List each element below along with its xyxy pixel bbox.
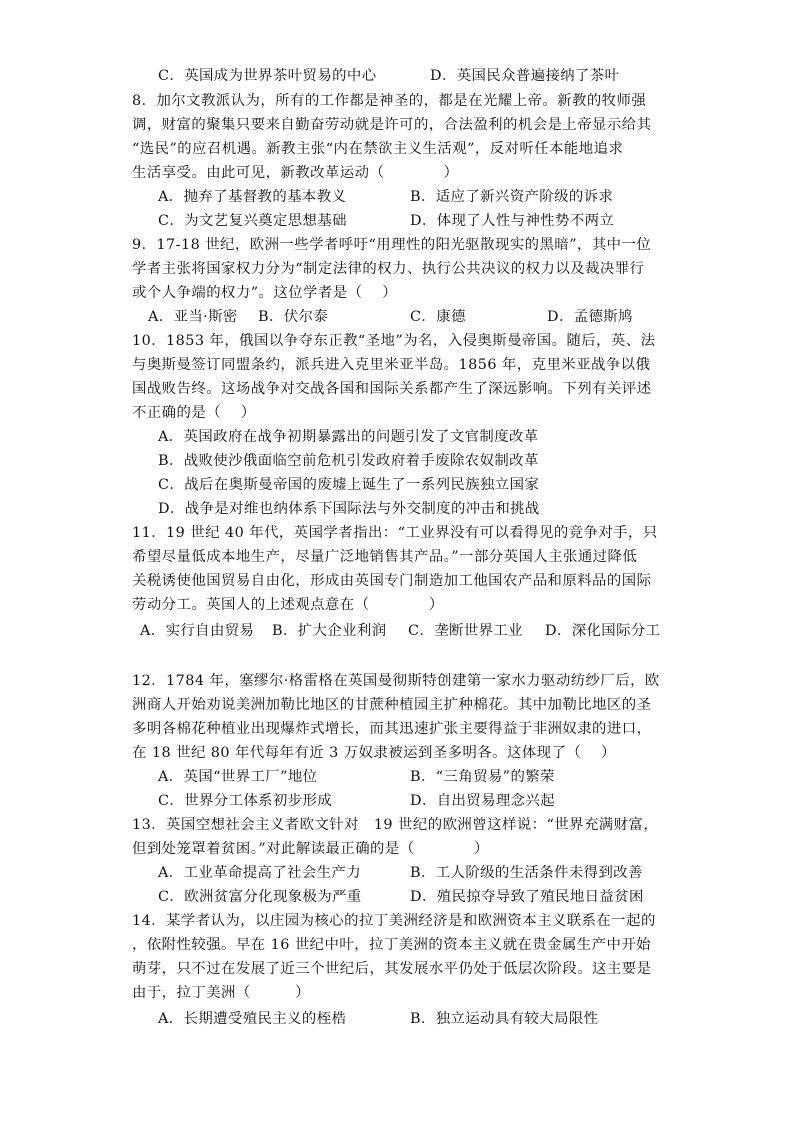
q9-stem-line: 或个人争端的权力”。这位学者是（ ） (132, 285, 398, 301)
q9-option-c: C．康德 (410, 309, 466, 325)
q8-option-a: A．抛弃了基督教的基本教义 (158, 189, 347, 205)
q10-stem-line: 10．1853 年，俄国以争夺东正教“圣地”为名，入侵奥斯曼帝国。随后，英、法 (132, 333, 656, 349)
q9-stem-line: 9．17-18 世纪，欧洲一些学者呼吁“用理性的阳光驱散现实的黑暗”，其中一位 (132, 237, 652, 253)
q9-stem-line: 学者主张将国家权力分为“制定法律的权力、执行公共决议的权力以及裁决罪行 (132, 261, 645, 277)
q11-stem-line: 11．19 世纪 40 年代，英国学者指出：“工业界没有可以看得见的竞争对手，只 (132, 525, 658, 541)
q11-stem-line: 希望尽量低成本地生产，尽量广泛地销售其产品。”一部分英国人主张通过降低 (132, 549, 638, 565)
q8-stem-line: 8．加尔文教派认为，所有的工作都是神圣的，都是在光耀上帝。新教的牧师强 (132, 93, 647, 109)
q13-option-c: C．欧洲贫富分化现象极为严重 (158, 889, 362, 905)
q14-stem-line: 由于，拉丁美洲（ ） (132, 985, 311, 1001)
q8-option-b: B．适应了新兴资产阶级的诉求 (410, 189, 614, 205)
q8-stem-line: 生活享受。由此可见，新教改革运动（ ） (132, 165, 459, 181)
q14-stem-line: ，依附性较强。早在 16 世纪中叶，拉丁美洲的资本主义就在贵金属生产中开始 (132, 937, 652, 953)
q10-stem-line: 国战败告终。这场战争对交战各国和国际关系都产生了深远影响。下列有关评述 (132, 381, 652, 397)
q11-option-a: A．实行自由贸易 (140, 623, 255, 639)
q12-option-a: A．英国“世界工厂”地位 (158, 769, 318, 785)
q13-stem-line: 13．英国空想社会主义者欧文针对 19 世纪的欧洲曾这样说：“世界充满财富， (132, 817, 659, 833)
q12-stem-line: 12．1784 年，塞缪尔·格雷格在英国曼彻斯特创建第一家水力驱动纺纱厂后，欧 (132, 673, 660, 689)
q11-option-c: C．垄断世界工业 (408, 623, 523, 639)
q11-option-b: B．扩大企业利润 (272, 623, 387, 639)
q8-option-d: D．体现了人性与神性势不两立 (410, 213, 615, 229)
q8-option-c: C．为文艺复兴奠定思想基础 (158, 213, 347, 229)
q8-stem-line: 调，财富的聚集只要来自勤奋劳动就是许可的，合法盈利的机会是上帝显示给其 (132, 117, 652, 133)
q12-stem-line: 洲商人开始劝说美洲加勒比地区的甘蔗种植园主扩种棉花。其中加勒比地区的圣 (132, 697, 652, 713)
q14-option-b: B．独立运动具有较大局限性 (410, 1011, 599, 1027)
q12-option-c: C．世界分工体系初步形成 (158, 793, 333, 809)
q7-option-d: D．英国民众普遍接纳了茶叶 (430, 68, 620, 84)
q11-option-d: D．深化国际分工 (545, 623, 661, 639)
q13-stem-line: 但到处笼罩着贫困。”对此解读最正确的是（ ） (132, 841, 489, 857)
q14-stem-line: 萌芽，只不过在发展了近三个世纪后，其发展水平仍处于低层次阶段。这主要是 (132, 961, 652, 977)
q10-stem-line: 与奥斯曼签订同盟条约，派兵进入克里米亚半岛。1856 年，克里米亚战争以俄 (132, 357, 651, 373)
q10-option-a: A．英国政府在战争初期暴露出的问题引发了文官制度改革 (158, 429, 539, 445)
q10-option-b: B．战败使沙俄面临空前危机引发政府着手废除农奴制改革 (158, 453, 539, 469)
q10-option-d: D．战争是对维也纳体系下国际法与外交制度的冲击和挑战 (158, 501, 540, 517)
q10-option-c: C．战后在奥斯曼帝国的废墟上诞生了一系列民族独立国家 (158, 477, 540, 493)
q12-option-d: D．自出贸易理念兴起 (410, 793, 556, 809)
q13-option-d: D．殖民掠夺导致了殖民地日益贫困 (410, 889, 644, 905)
q9-option-b: B．伏尔泰 (258, 309, 329, 325)
q12-stem-line: 在 18 世纪 80 年代每年有近 3 万奴隶被运到圣多明各。这体现了（ ） (132, 745, 616, 761)
q14-option-a: A．长期遭受殖民主义的桎梏 (158, 1011, 347, 1027)
q10-stem-line: 不正确的是（ ） (132, 405, 256, 421)
q12-option-b: B．“三角贸易”的繁荣 (410, 769, 555, 785)
q11-stem-line: 劳动分工。英国人的上述观点意在（ ） (132, 597, 444, 613)
q7-option-c: C．英国成为世界茶叶贸易的中心 (158, 68, 377, 84)
q13-option-b: B．工人阶级的生活条件未得到改善 (410, 865, 643, 881)
q12-stem-line: 多明各棉花种植业出现爆炸式增长，而其迅速扩张主要得益于非洲奴隶的进口， (132, 721, 652, 737)
q9-option-a: A．亚当·斯密 (148, 309, 238, 325)
q9-option-d: D．孟德斯鸠 (547, 309, 633, 325)
q11-stem-line: 关税诱使他国贸易自由化，形成由英国专门制造加工他国农产品和原料品的国际 (132, 573, 652, 589)
q13-option-a: A．工业革命提高了社会生产力 (158, 865, 362, 881)
q14-stem-line: 14．某学者认为，以庄园为核心的拉丁美洲经济是和欧洲资本主义联系在一起的 (132, 913, 656, 929)
q8-stem-line: “选民”的应召机遇。新教主张“内在禁欲主义生活观”，反对听任本能地追求 (132, 141, 624, 157)
